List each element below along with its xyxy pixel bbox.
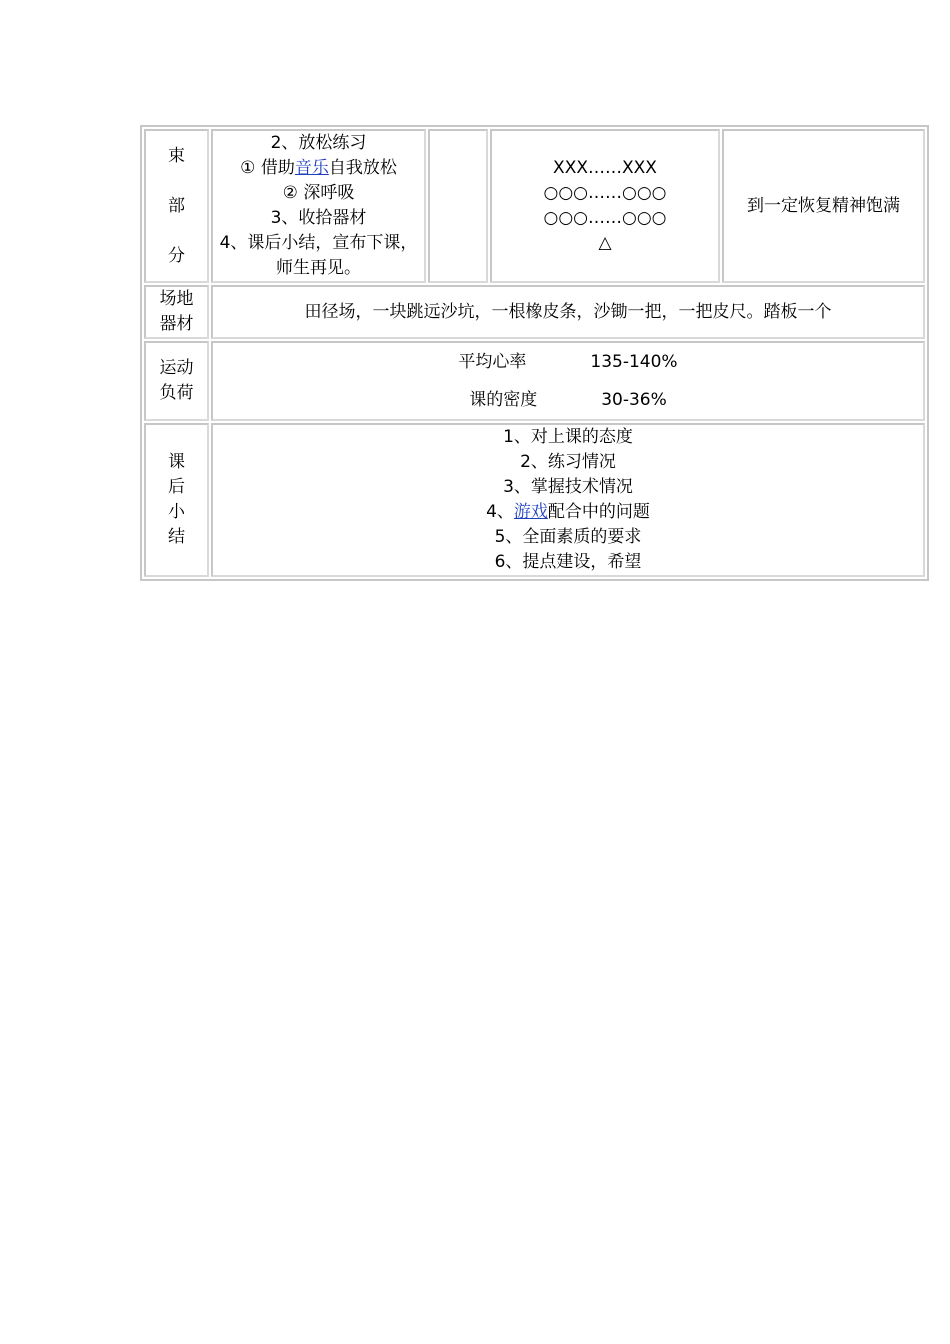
formation-line: △ xyxy=(598,233,612,253)
summary-label xyxy=(144,423,209,577)
end-section-row xyxy=(144,129,925,283)
venue-row xyxy=(144,285,925,339)
summary-item: 1、对上课的态度 xyxy=(503,427,633,447)
summary-item: 3、掌握技术情况 xyxy=(503,477,633,497)
game-link[interactable]: 游戏 xyxy=(513,502,548,522)
summary-label-char: 小 xyxy=(168,502,185,522)
density-line xyxy=(213,381,923,419)
end-section-time xyxy=(428,129,488,283)
end-section-formation xyxy=(490,129,720,283)
summary-items xyxy=(211,423,925,577)
summary-label-char: 结 xyxy=(168,527,185,547)
content-line: ① 借助音乐自我放松 xyxy=(240,158,397,178)
end-section-requirement: 到一定恢复精神饱满 xyxy=(722,129,925,283)
venue-value: 田径场，一块跳远沙坑，一根橡皮条，沙锄一把，一把皮尺。踏板一个 xyxy=(211,285,925,339)
load-values xyxy=(211,341,925,421)
content-line: 4、课后小结，宣布下课， xyxy=(219,233,418,253)
summary-item: 2、练习情况 xyxy=(520,452,616,472)
end-label-char: 束 xyxy=(168,145,185,166)
content-line: 师生再见。 xyxy=(276,258,361,278)
content-line: 2、放松练习 xyxy=(270,133,367,153)
venue-label: 场地 器材 xyxy=(144,285,209,339)
end-label-char: 分 xyxy=(168,245,185,266)
density-label: 课的密度 xyxy=(469,390,538,410)
heart-rate-label: 平均心率 xyxy=(458,352,527,372)
content-line: 3、收拾器材 xyxy=(270,208,367,228)
formation-line: ○○○……○○○ xyxy=(543,183,667,203)
lesson-plan-table xyxy=(140,125,929,581)
end-label-char: 部 xyxy=(168,195,185,216)
heart-rate-value: 135-140% xyxy=(590,352,678,372)
formation-line: ○○○……○○○ xyxy=(543,208,667,228)
summary-label-char: 后 xyxy=(168,477,185,497)
heart-rate-line xyxy=(213,343,923,381)
summary-label-char: 课 xyxy=(168,452,185,472)
load-row xyxy=(144,341,925,421)
content-line: ② 深呼吸 xyxy=(282,183,355,203)
load-label: 运动 负荷 xyxy=(144,341,209,421)
summary-row xyxy=(144,423,925,577)
end-section-content xyxy=(211,129,426,283)
summary-item: 6、提点建设，希望 xyxy=(494,552,642,572)
density-value: 30-36% xyxy=(601,390,667,410)
end-section-label xyxy=(144,129,209,283)
summary-item: 4、游戏配合中的问题 xyxy=(486,502,650,522)
summary-item: 5、全面素质的要求 xyxy=(494,527,642,547)
music-link[interactable]: 音乐 xyxy=(294,158,329,178)
formation-line: XXX……XXX xyxy=(553,158,657,178)
